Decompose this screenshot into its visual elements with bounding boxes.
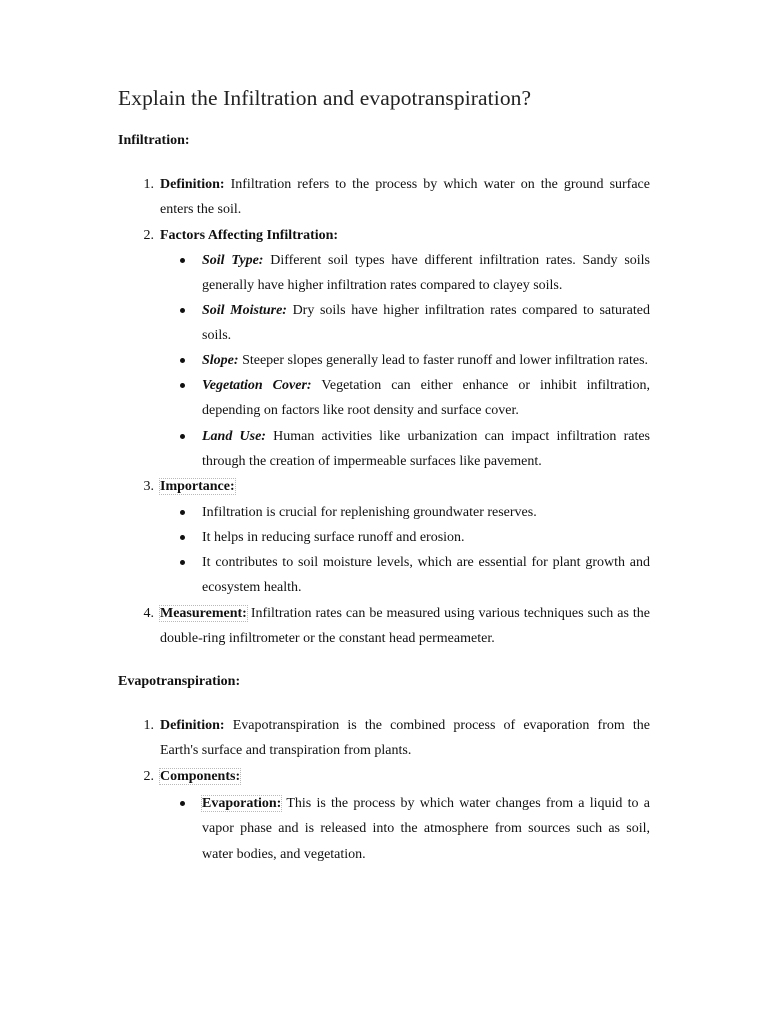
factor-slope (202, 348, 650, 373)
item-label: Importance: (160, 479, 235, 494)
item-text: Different soil types have different infiltration rates. Sandy soils generally have higher infiltration rates compared to clayey soils. (202, 253, 650, 294)
item-label: Soil Type: (202, 253, 264, 268)
infiltration-measurement-item (143, 601, 650, 652)
item-label: Evaporation: (202, 796, 282, 811)
bullet-icon (180, 560, 185, 565)
item-label: Measurement: (160, 606, 247, 621)
item-text: Dry soils have higher infiltration rates compared to saturated soils. (202, 303, 650, 344)
bullet-icon (180, 358, 185, 363)
factor-land-use (202, 424, 650, 475)
factor-vegetation-cover (202, 373, 650, 424)
item-label: Definition: (160, 718, 225, 733)
importance-groundwater (202, 500, 650, 525)
item-text: Infiltration rates can be measured using various techniques such as the double-ring infiltrometer or the constant head permeameter. (160, 606, 650, 647)
item-label: Land Use: (202, 429, 266, 444)
infiltration-factors-item (143, 223, 650, 248)
item-label: Definition: (160, 177, 225, 192)
bullet-icon (180, 510, 185, 515)
item-text: This is the process by which water changes from a liquid to a vapor phase and is released into the atmosphere from sources such as soil, water bodies, and vegetation. (202, 796, 650, 862)
section-heading-evapotranspiration: Evapotranspiration: (118, 674, 241, 689)
bullet-icon (180, 308, 185, 313)
item-text: Steeper slopes generally lead to faster runoff and lower infiltration rates. (238, 353, 649, 368)
section-heading-infiltration: Infiltration: (118, 133, 190, 148)
evapotranspiration-definition-item (143, 713, 650, 764)
bullet-icon (180, 383, 185, 388)
importance-runoff (202, 525, 650, 550)
list-number: 2. (143, 769, 154, 784)
list-number: 3. (143, 479, 154, 494)
infiltration-importance-item (143, 474, 650, 499)
item-text: Infiltration refers to the process by which water on the ground surface enters the soil. (160, 177, 650, 218)
item-text: It contributes to soil moisture levels, which are essential for plant growth and ecosystem health. (202, 555, 650, 596)
item-label: Slope: (202, 353, 239, 368)
evapotranspiration-components-item (143, 764, 650, 789)
item-label: Vegetation Cover: (202, 378, 312, 393)
infiltration-definition-item (143, 172, 650, 223)
item-text: Evapotranspiration is the combined process of evaporation from the Earth's surface and transpiration from plants. (160, 718, 650, 759)
list-number: 4. (143, 606, 154, 621)
item-text: It helps in reducing surface runoff and erosion. (202, 530, 465, 545)
page-title: Explain the Infiltration and evapotranspiration? (118, 86, 532, 110)
bullet-icon (180, 535, 185, 540)
component-evaporation (202, 791, 650, 867)
item-label: Factors Affecting Infiltration: (160, 228, 339, 243)
bullet-icon (180, 258, 185, 263)
item-text: Infiltration is crucial for replenishing groundwater reserves. (202, 505, 537, 520)
list-number: 1. (143, 177, 154, 192)
list-number: 2. (143, 228, 154, 243)
importance-soil-moisture (202, 550, 650, 601)
bullet-icon (180, 434, 185, 439)
item-text: Human activities like urbanization can impact infiltration rates through the creation of impermeable surfaces like pavement. (202, 429, 651, 470)
item-text: Vegetation can either enhance or inhibit infiltration, depending on factors like root density and surface cover. (202, 378, 650, 419)
item-label: Soil Moisture: (202, 303, 287, 318)
list-number: 1. (143, 718, 154, 733)
factor-soil-type (202, 248, 650, 299)
item-label: Components: (160, 769, 241, 784)
factor-soil-moisture (202, 298, 650, 349)
bullet-icon (180, 801, 185, 806)
